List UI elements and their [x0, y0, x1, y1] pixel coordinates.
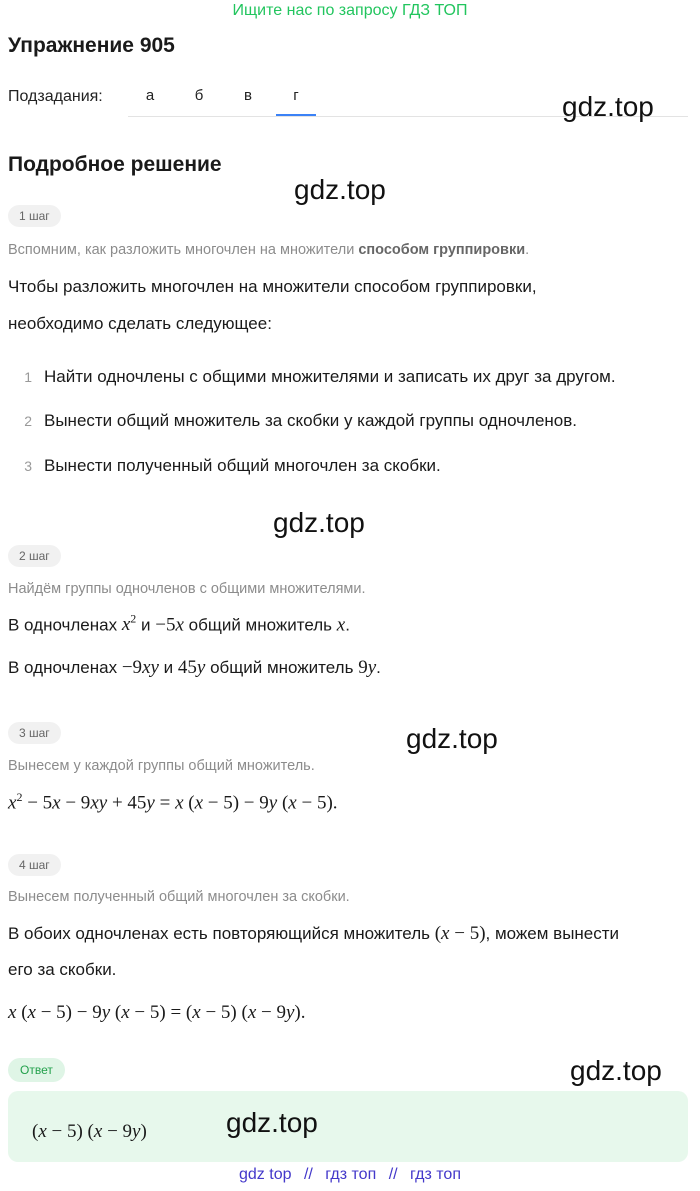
- step-3-badge: 3 шаг: [8, 722, 61, 744]
- math-term: 9y: [358, 657, 377, 678]
- answer-box: [8, 1091, 688, 1162]
- math-term: −9xy: [121, 657, 159, 678]
- watermark: gdz.top: [562, 91, 654, 122]
- step-1-text-line-1: Чтобы разложить многочлен на множители способом группировки,: [8, 277, 537, 296]
- answer-badge: Ответ: [8, 1058, 65, 1082]
- footer-links: [0, 1166, 700, 1184]
- step-1-badge: 1 шаг: [8, 205, 61, 227]
- tab-a[interactable]: а: [145, 87, 155, 104]
- math-term: $x^2$: [121, 612, 137, 636]
- math-term: x: [336, 614, 346, 636]
- list-item-number: 1: [24, 369, 32, 385]
- math-term: −5x: [155, 614, 184, 636]
- list-item: Найти одночлены с общими множителями и записать их друг за другом.: [44, 367, 616, 386]
- list-item-number: 2: [24, 413, 32, 429]
- subtasks-label: Подзадания:: [8, 88, 103, 105]
- footer-link[interactable]: gdz top: [239, 1166, 292, 1183]
- search-hint-banner: Ищите нас по запросу ГДЗ ТОП: [232, 2, 468, 19]
- footer-link[interactable]: гдз топ: [410, 1166, 461, 1183]
- step-4-line-2: его за скобки.: [8, 960, 117, 979]
- step-2-hint: Найдём группы одночленов с общими множителями.: [8, 581, 366, 597]
- page-title: Упражнение 905: [8, 34, 175, 57]
- step-3-hint: Вынесем у каждой группы общий множитель.: [8, 758, 315, 774]
- list-item-number: 3: [24, 458, 32, 474]
- watermark: gdz.top: [406, 723, 498, 754]
- footer-separator: //: [388, 1166, 398, 1183]
- step-2-line-2: В одночленах −9xy и 45y общий множитель 9y.: [8, 657, 381, 678]
- step-4-hint: Вынесем полученный общий многочлен за скобки.: [8, 889, 350, 905]
- answer-formula: (x − 5) (x − 9y): [32, 1121, 147, 1142]
- list-item: Вынести общий множитель за скобки у каждой группы одночленов.: [44, 411, 578, 430]
- watermark: gdz.top: [226, 1107, 318, 1138]
- step-4-line-1: В обоих одночленах есть повторяющийся множитель (x − 5), можем вынести: [8, 923, 620, 944]
- step-1-text-line-2: необходимо сделать следующее:: [8, 314, 272, 333]
- step-1-hint: Вспомним, как разложить многочлен на множители способом группировки.: [8, 242, 530, 258]
- watermark: gdz.top: [570, 1055, 662, 1086]
- footer-link[interactable]: гдз топ: [325, 1166, 377, 1183]
- solution-heading: Подробное решение: [8, 153, 222, 176]
- tab-b[interactable]: б: [194, 87, 204, 104]
- list-item: Вынести полученный общий многочлен за скобки.: [44, 456, 441, 475]
- watermark: gdz.top: [273, 507, 365, 538]
- step-3-formula: $x^2 - 5x - 9xy + 45y = x$ (x − 5) − 9y (x − 5).: [8, 790, 338, 814]
- tab-v[interactable]: в: [244, 87, 252, 104]
- step-4-badge: 4 шаг: [8, 854, 61, 876]
- step-2-badge: 2 шаг: [8, 545, 61, 567]
- step-4-formula: x (x − 5) − 9y (x − 5) = (x − 5) (x − 9y).: [8, 1002, 306, 1023]
- footer-separator: //: [303, 1166, 313, 1183]
- step-2-line-1: В одночленах $x^2$ и −5x общий множитель x.: [8, 612, 350, 636]
- math-term: 45y: [177, 657, 206, 678]
- tab-g[interactable]: г: [276, 80, 316, 116]
- math-term: (x − 5): [434, 923, 486, 944]
- watermark: gdz.top: [294, 174, 386, 205]
